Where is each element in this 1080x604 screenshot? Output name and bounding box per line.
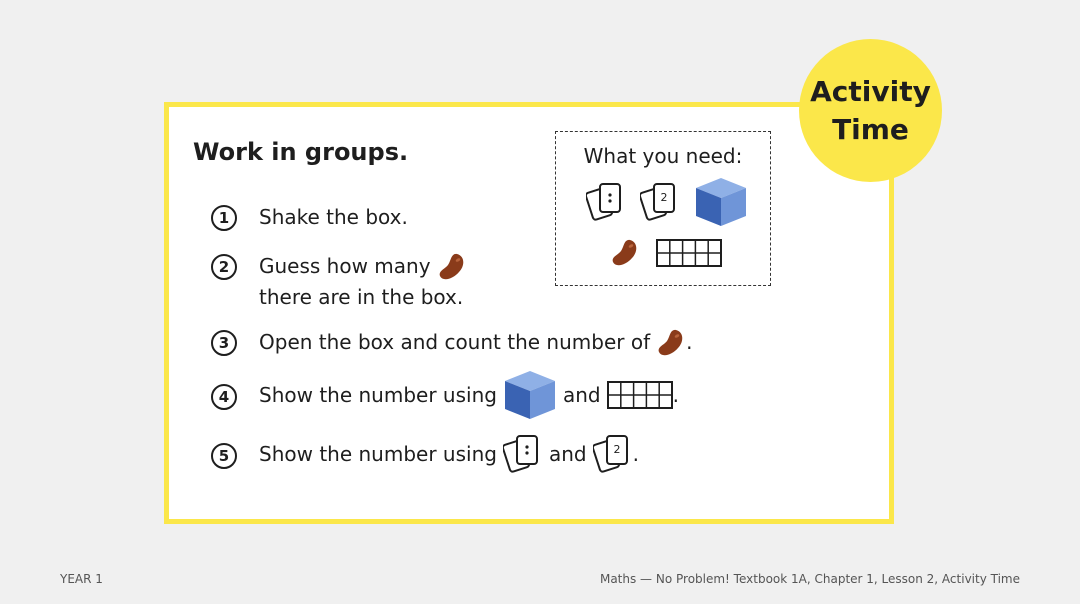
step-5-text: Show the number using <box>259 441 497 466</box>
number-card-dots-icon <box>586 180 626 224</box>
step-4-text: Show the number using <box>259 382 497 407</box>
bean-icon <box>656 328 686 358</box>
svg-text:2: 2 <box>613 443 621 456</box>
step-4-number: 4 <box>211 384 237 410</box>
page-title: Work in groups. <box>193 138 409 166</box>
what-you-need-box <box>555 131 771 286</box>
cube-block-icon <box>503 369 557 421</box>
step-1-number: 1 <box>211 205 237 231</box>
ten-frame-icon <box>607 381 673 409</box>
step-3-period: . <box>686 330 693 354</box>
number-card-2-icon <box>640 180 680 224</box>
step-5 <box>211 440 639 476</box>
ten-frame-icon <box>656 239 722 267</box>
badge-line-1: Activity <box>810 74 931 108</box>
step-3-number: 3 <box>211 330 237 356</box>
step-2-number: 2 <box>211 254 237 280</box>
step-2 <box>211 251 473 313</box>
cube-block-icon <box>694 176 748 228</box>
needs-row-1 <box>586 176 748 228</box>
step-2-text-a: Guess how many <box>259 254 431 278</box>
step-3 <box>211 327 692 358</box>
needs-row-2 <box>610 238 722 268</box>
svg-text:2: 2 <box>660 191 668 204</box>
step-3-text: Open the box and count the number of <box>259 330 651 354</box>
step-4-period: . <box>672 382 679 407</box>
step-1 <box>211 202 408 233</box>
badge-line-2: Time <box>832 112 909 146</box>
footer-year: YEAR 1 <box>60 572 103 586</box>
activity-time-badge <box>799 39 942 182</box>
step-4-and: and <box>562 382 601 407</box>
number-card-dots-icon <box>503 432 543 476</box>
what-you-need-title: What you need: <box>583 144 743 168</box>
step-1-text: Shake the box. <box>259 205 408 229</box>
step-2-text-b: there are in the box. <box>259 285 464 309</box>
step-5-number: 5 <box>211 443 237 469</box>
number-card-2-icon <box>593 432 633 476</box>
step-4 <box>211 381 679 421</box>
bean-icon <box>437 252 467 282</box>
step-5-and: and <box>548 441 587 466</box>
bean-icon <box>610 238 640 268</box>
step-5-period: . <box>632 441 639 466</box>
footer-source: Maths — No Problem! Textbook 1A, Chapter 1, Lesson 2, Activity Time <box>599 572 1020 586</box>
